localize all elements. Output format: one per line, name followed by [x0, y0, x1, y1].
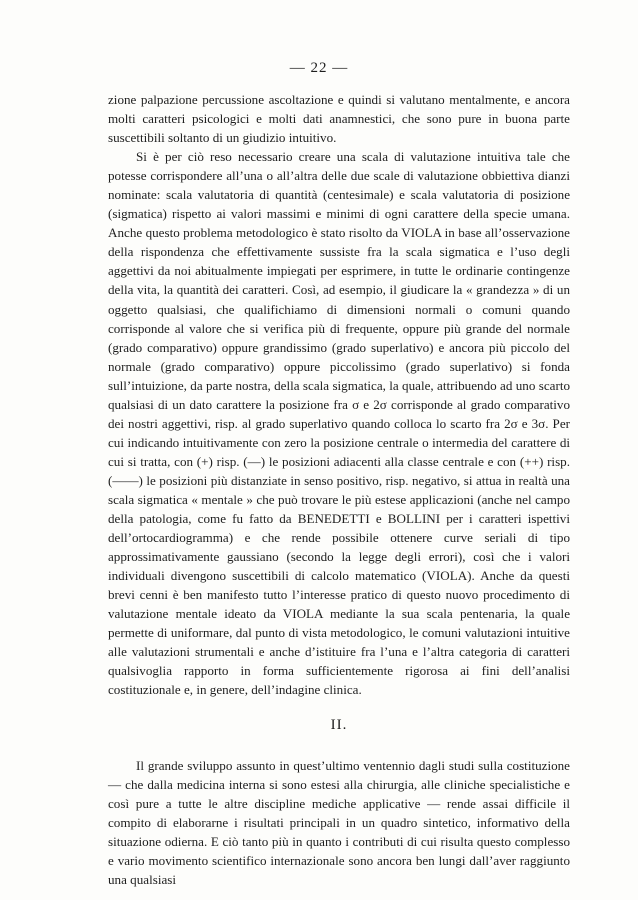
section-heading: II.: [330, 716, 348, 733]
paragraph-continuation: zione palpazione percussione ascoltazione e quindi si valutano mentalmente, e ancora molti caratteri psicologici e molti dati anamnestici, che sono pure in buona parte suscettibili soltanto di un giudizio intuitivo.: [108, 92, 570, 146]
paragraph-section-two: Il grande sviluppo assunto in quest’ultimo ventennio dagli studi sulla costituzione — che dalla medicina interna si sono estesi alla chirurgia, alle cliniche specialistiche e così pure a tutte le altre discipline mediche applicative — rende assai difficile il compito di elaborarne i risultati principali in un quadro sintetico, informativo della situazione odierna. E ciò tanto più in quanto i contributi di cui risulta questo complesso e vario movimento scientifico internazionale sono ancora ben lungi dall’aver raggiunto una qualsiasi: [108, 757, 570, 887]
text-body: [108, 90, 570, 889]
page-number: — 22 —: [289, 60, 349, 76]
paragraph-scale: Si è per ciò reso necessario creare una scala di valutazione intuitiva tale che potesse corrispondere all’una o all’altra delle due scale di valutazione obbiettiva dianzi nominate: scala valutatoria di quantità (centesimale) e scala valutatoria di posizione (sigmatica) rispetto ai valori massimi e minimi di ogni carattere della specie umana. Anche questo problema metodologico è stato risolto da VIOLA in base all’osservazione della rispondenza che effettivamente sussiste fra la scala sigmatica e l’uso degli aggettivi da noi abitualmente impiegati per esprimere, in tutte le ordinarie contingenze della vita, la quantità dei caratteri. Così, ad esempio, il giudicare la « grandezza » di un oggetto qualsiasi, che qualifichiamo di dimensioni normali o comuni quando corrisponde al valore che si verifica più di frequente, oppure più grande del normale (grado comparativo) oppure grandissimo (grado superlativo) e ancora più piccolo del normale (grado comparativo) oppure piccolissimo (grado superlativo) si fonda sull’intuizione, da parte nostra, della scala sigmatica, la quale, attribuendo ad uno scarto qualsiasi di un dato carattere la posizione fra σ e 2σ corrisponde al grado comparativo dei nostri aggettivi, risp. al grado superlativo quando colloca lo scarto fra 2σ e 3σ. Per cui indicando intuitivamente con zero la posizione centrale o intermedia del carattere di cui si tratta, con (+) risp. (—) le posizioni adiacenti alla classe centrale e con (++) risp. (——) le posizioni più distanziate in senso positivo, risp. negativo, si attua in realtà una scala sigmatica « mentale » che può trovare le più estese applicazioni (anche nel campo della patologia, come fu fatto da BENEDETTI e BOLLINI per i caratteri ispettivi dell’ortocardiogramma) e che rende possibile ottenere curve seriali di tipo approssimativamente gaussiano (secondo la legge degli errori), così che i valori individuali divengono suscettibili di calcolo matematico (VIOLA). Anche da questi brevi cenni è ben manifesto tutto l’interesse pratico di questo nuovo procedimento di valutazione mentale ideato da VIOLA mediante la sua scala pentenaria, la quale permette di uniformare, dal punto di vista metodologico, le comuni valutazioni intuitive alle valutazioni strumentali e anche d’istituire fra l’una e l’altra categoria di caratteri qualsivoglia rapporto in forma sufficientemente rigorosa ai fini dell’analisi costituzionale e, in genere, dell’indagine clinica.: [108, 149, 570, 698]
